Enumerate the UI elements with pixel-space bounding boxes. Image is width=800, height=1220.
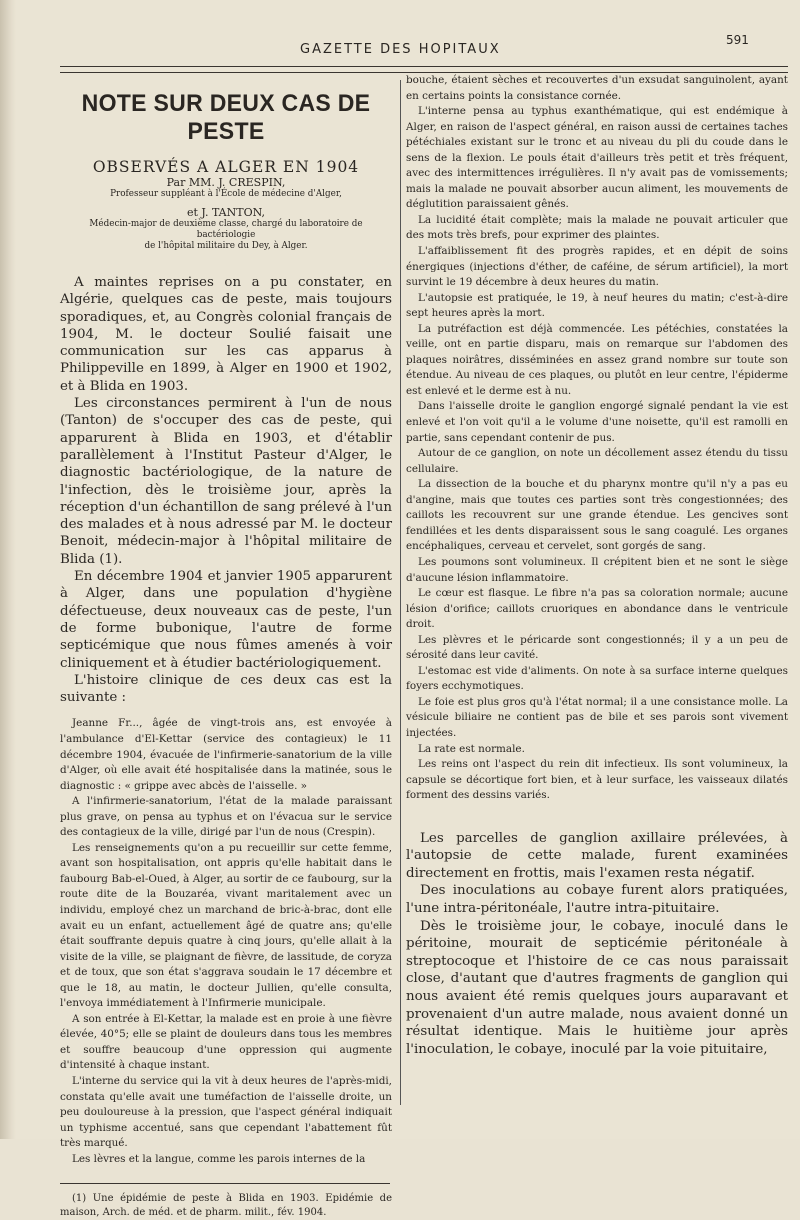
paragraph: La rate est normale. [418,742,525,755]
paragraph: Les circonstances permirent à l'un de nous (Tanton) de s'occuper des cas de peste, qui apparurent à Blida en 1903, et d'établir parallèlement à l'Institut Pasteur d'Alger, le diagnostic bactériologique, de la nature de l'infection, dès le troisième jour, après la réception d'un échantillon de sang prélevé à l'un des malades et à nous adressé par M. le docteur Benoit, médecin-major à l'hôpital militaire de Blida (1). [60,396,392,567]
author2-affiliation-1: Médecin-major de deuxième classe, chargé du laboratoire de bactériologie [89,219,363,240]
header-rule-top [60,66,788,67]
paragraph: L'interne du service qui la vit à deux heures de l'après-midi, constata qu'elle avait une tuméfaction de l'aisselle droite, un peu douloureuse à la pression, que l'aspect général indiquait un typhisme accentué, sans que cependant l'abattement fût très marqué. [60,1075,392,1150]
footnote-rule [60,1183,390,1184]
page-fold-shadow [0,0,16,1139]
paragraph: La lucidité était complète; mais la malade ne pouvait articuler que des mots très brefs, pour exprimer des plaintes. [406,213,788,242]
paragraph: En décembre 1904 et janvier 1905 apparurent à Alger, dans une population d'hygiène défectueuse, deux nouveaux cas de peste, l'un de forme bubonique, l'autre de forme septicémique que nous fûmes amenés à voir cliniquement et à étudier bactériologiquement. [60,569,392,671]
column-divider [400,80,401,1105]
paragraph: Jeanne Fr..., âgée de vingt-trois ans, est envoyée à l'ambulance d'El-Kettar (service des contagieux) le 11 décembre 1904, évacuée de l'infirmerie-sanatorium de la ville d'Alger, où elle avait été hospitalisée dans la matinée, sous le diagnostic : « grippe avec abcès de l'aisselle. » [60,717,392,792]
paragraph: Les renseignements qu'on a pu recueillir sur cette femme, avant son hospitalisation, ont appris qu'elle habitait dans le faubourg Bab-el-Oued, à Alger, au sortir de ce faubourg, sur la route dite de la Bouzaréa, vivant maritalement avec un individu, employé chez un marchand de bric-à-brac, dont elle avait eu un enfant, actuellement âgé de quatre ans; qu'elle était souffrante depuis quatre à cinq jours, qu'elle allait à la visite de la ville, se plaignant de fièvre, de lassitude, de coryza et de toux, que son état s'aggrava soudain le 17 décembre et que le 18, au matin, le docteur Jullien, qu'elle consulta, l'envoya immédiatement à l'Infirmerie municipale. [60,841,392,1010]
paragraph: La putréfaction est déjà commencée. Les pétéchies, constatées la veille, ont en partie disparu, mais on remarque sur l'abdomen des plaques noirâtres, disséminées en assez grand nombre sur toute son étendue. Au niveau de ces plaques, ou plutôt en leur centre, l'épiderme est enlevé et le derme est à nu. [406,322,788,397]
page-number: 591 [726,33,749,47]
paragraph: Autour de ce ganglion, on note un décollement assez étendu du tissu cellulaire. [406,447,788,475]
paragraph: A son entrée à El-Kettar, la malade est en proie à une fièvre élevée, 40°5; elle se plaint de douleurs dans tous les membres et souffre beaucoup d'une oppression qui augmente d'intensité à chaque instant. [60,1012,392,1072]
discussion-text [406,830,788,1059]
author2: et J. TANTON, [186,206,266,219]
article-title: NOTE SUR DEUX CAS DE PESTE [81,90,371,145]
paragraph: Le cœur est flasque. Le fibre n'a pas sa coloration normale; aucune lésion d'orifice; caillots cruoriques en abondance dans le ventricule droit. [406,587,788,631]
author2-affiliation-2: de l'hôpital militaire du Dey, à Alger. [144,241,308,251]
paragraph: Les lèvres et la langue, comme les parois internes de la [72,1152,366,1165]
paragraph: Les parcelles de ganglion axillaire prélevées, à l'autopsie de cette malade, furent examinées directement en frottis, mais l'examen resta négatif. [406,830,788,881]
paragraph: L'autopsie est pratiquée, le 19, à neuf heures du matin; c'est-à-dire sept heures après la mort. [406,291,788,320]
paragraph: L'affaiblissement fit des progrès rapides, et en dépit de soins énergiques (injections d'éther, de caféine, de sérum artificiel), la mort survint le 19 décembre à deux heures du matin. [406,245,788,289]
paragraph: bouche, étaient sèches et recouvertes d'un exsudat sanguinolent, ayant en certains points la consistance cornée. [406,74,788,102]
paragraph: A l'infirmerie-sanatorium, l'état de la malade paraissant plus grave, on pensa au typhus et on l'évacua sur le service des contagieux de la ville, dirigé par l'un de nous (Crespin). [60,795,392,839]
paragraph: L'interne pensa au typhus exanthématique, qui est endémique à Alger, en raison de l'aspect général, en raison aussi de certaines taches pétéchiales existant sur le tronc et au niveau du pli du coude dans le sens de la flexion. Le pouls était d'ailleurs très petit et très fréquent, avec des intermittences irrégulières. Il n'y avait pas de vomissements; mais la malade ne pouvait absorber aucun aliment, les mouvements de déglutition paraissaient gênés. [406,105,788,211]
paragraph: L'histoire clinique de ces deux cas est la suivante : [60,672,392,706]
paragraph: Dès le troisième jour, le cobaye, inoculé dans le péritoine, mourait de septicémie péritonéale à streptocoque et l'histoire de ce cas nous paraissait close, d'autant que d'autres fragments de ganglion qui nous avaient été remis quelques jours auparavant et provenaient d'un autre malade, nous avaient donné un résultat identique. Mais le huitième jour après l'inoculation, le cobaye, inoculé par la voie pituitaire, [406,918,788,1057]
intro-text [60,274,392,706]
author-block [60,176,392,252]
paragraph: Les plèvres et le péricarde sont congestionnés; il y a un peu de sérosité dans leur cavité. [406,633,788,662]
running-title: GAZETTE DES HOPITAUX [300,42,501,57]
byline: Par MM. J. CRESPIN, [166,176,286,189]
paragraph: L'estomac est vide d'aliments. On note à sa surface interne quelques foyers ecchymotiques. [406,664,788,693]
paragraph: A maintes reprises on a pu constater, en Algérie, quelques cas de peste, mais toujours sporadiques, et, au Congrès colonial français de 1904, M. le docteur Soulié faisait une communication sur les cas apparus à Philippeville en 1899, à Alger en 1900 et 1902, et à Blida en 1903. [60,275,392,394]
case-report-text [60,716,392,1167]
paragraph: La dissection de la bouche et du pharynx montre qu'il n'y a pas eu d'angine, mais que toutes ces parties sont très congestionnées; des caillots les recouvrent sur une grande étendue. Les gencives sont fendillées et les dents disparaissent sous le sang coagulé. Les organes encéphaliques, cerveau et cervelet, sont gorgés de sang. [406,478,788,553]
author1-affiliation: Professeur suppléant à l'École de médecine d'Alger, [110,189,342,199]
paragraph: Dans l'aisselle droite le ganglion engorgé signalé pendant la vie est enlevé et l'on voit qu'il a le volume d'une noisette, qu'il est ramolli en partie, sans cependant contenir de pus. [406,400,788,444]
right-column [406,73,788,1058]
paragraph: Le foie est plus gros qu'à l'état normal; il a une consistance molle. La vésicule biliaire ne contient pas de bile et ses parois sont vivement injectées. [406,695,788,739]
left-column [60,82,392,1220]
footnote: (1) Une épidémie de peste à Blida en 1903. Epidémie de maison, Arch. de méd. et de pharm. milit., fév. 1904. [60,1193,392,1219]
paragraph: Les poumons sont volumineux. Il crépitent bien et ne sont le siège d'aucune lésion inflammatoire. [406,555,788,584]
paragraph: Les reins ont l'aspect du rein dit infectieux. Ils sont volumineux, la capsule se décortique fort bien, et à leur surface, les vaisseaux dilatés forment des dessins variés. [406,758,788,802]
case-report-text-continued [406,73,788,804]
article-subtitle: OBSERVÉS A ALGER EN 1904 [92,158,360,176]
paragraph: Des inoculations au cobaye furent alors pratiquées, l'une intra-péritonéale, l'autre intra-pituitaire. [406,883,788,917]
